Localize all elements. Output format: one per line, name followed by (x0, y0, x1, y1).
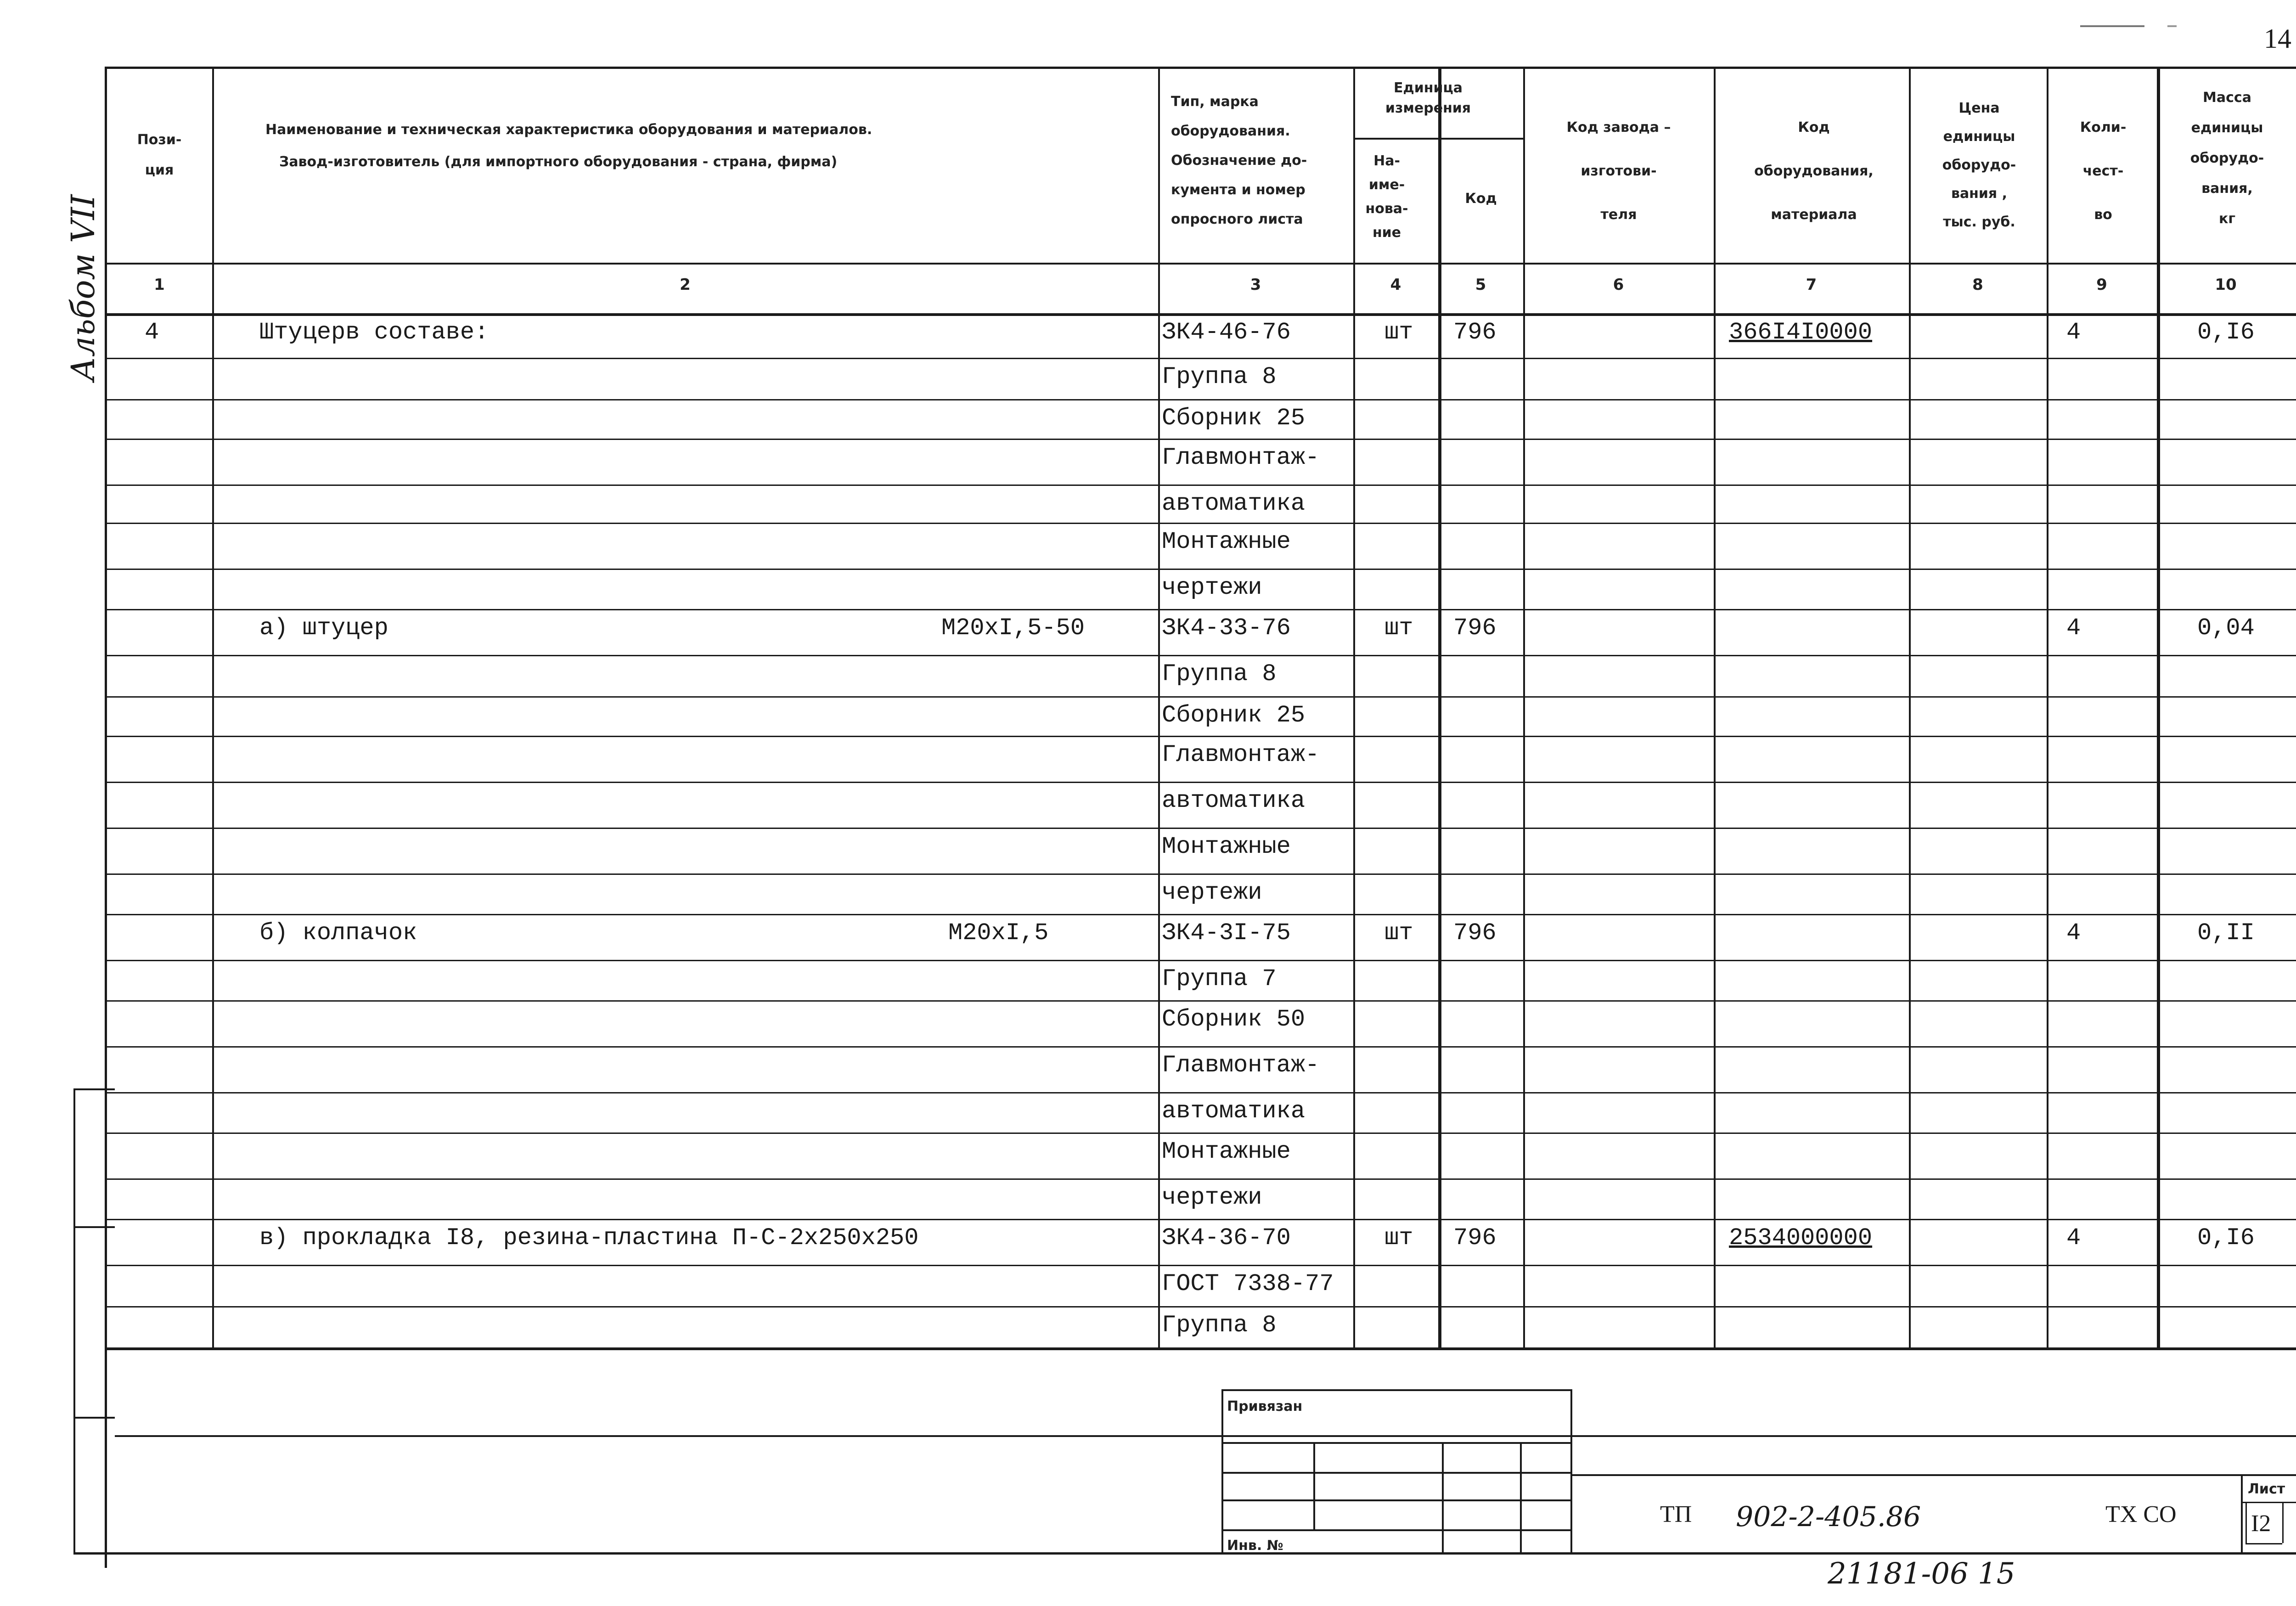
grid-line (105, 1000, 2296, 1002)
top-dash (2080, 25, 2144, 27)
stamp-sheet-label: Лист (2248, 1481, 2285, 1497)
grid-line (1313, 1442, 1315, 1529)
grid-line (105, 609, 2296, 610)
header-col-7: Код оборудования, материала (1754, 119, 1874, 223)
stamp-sheet-value: I2 (2251, 1510, 2271, 1537)
row-type: Сборник 25 (1162, 702, 1306, 729)
row-unit: шт (1384, 614, 1413, 642)
grid-line (1221, 1472, 1570, 1474)
grid-line (2157, 67, 2160, 1347)
header-col-3: Тип, марка оборудования. Обозначение до- кумента и номер опросного листа (1171, 94, 1307, 227)
column-number: 4 (1390, 276, 1401, 294)
row-type: ГОСТ 7338-77 (1162, 1270, 1334, 1297)
row-mark: М20хI,5 (948, 919, 1049, 947)
grid-line (105, 736, 2296, 737)
grid-line (1523, 67, 1525, 1347)
row-equipment-code: 366I4I0000 (1729, 319, 1873, 346)
grid-line (105, 569, 2296, 570)
grid-line (2241, 1474, 2243, 1552)
grid-line (1438, 67, 1441, 1347)
column-number: 2 (680, 276, 691, 294)
grid-line (1714, 67, 1716, 1347)
header-col-5: Код (1465, 191, 1497, 207)
column-number: 1 (154, 276, 165, 294)
row-name: в) прокладка I8, резина-пластина П-С-2х250х250 (259, 1224, 919, 1251)
grid-line (1353, 67, 1355, 1347)
row-mass: 0,I6 (2197, 319, 2255, 346)
column-number: 6 (1613, 276, 1624, 294)
grid-line (105, 828, 2296, 829)
row-type: ЗК4-3I-75 (1162, 919, 1291, 947)
grid-line (105, 655, 2296, 656)
row-unit: шт (1384, 319, 1413, 346)
row-quantity: 4 (2066, 1224, 2081, 1251)
grid-line (105, 1306, 2296, 1307)
grid-line (73, 1088, 75, 1552)
grid-line (105, 960, 2296, 961)
row-type: Группа 8 (1162, 660, 1277, 687)
grid-line (115, 1435, 2296, 1437)
grid-line (1442, 1442, 1444, 1552)
row-unit: шт (1384, 919, 1413, 947)
column-number: 7 (1806, 276, 1817, 294)
row-code: 796 (1453, 1224, 1497, 1251)
grid-line (1570, 1474, 2296, 1476)
row-type: Группа 8 (1162, 363, 1277, 390)
grid-line (105, 67, 2296, 69)
grid-line (2245, 1502, 2247, 1543)
grid-line (105, 358, 2296, 359)
row-type: автоматика (1162, 1098, 1306, 1125)
top-dash-2 (2167, 25, 2177, 27)
row-quantity: 4 (2066, 919, 2081, 947)
column-number: 9 (2096, 276, 2107, 294)
header-col-1: Пози- ция (137, 132, 182, 178)
column-number: 10 (2215, 276, 2237, 294)
grid-line (105, 439, 2296, 440)
grid-line (1909, 67, 1911, 1347)
row-code: 796 (1453, 319, 1497, 346)
grid-line (1221, 1389, 1570, 1391)
header-col-6: Код завода – изготови- теля (1566, 119, 1671, 223)
grid-line (73, 1552, 2296, 1555)
grid-line (73, 1417, 115, 1419)
grid-line (1221, 1389, 1223, 1552)
grid-line (105, 399, 2296, 400)
grid-line (2241, 1502, 2296, 1503)
grid-line (105, 914, 2296, 915)
row-type: Монтажные (1162, 1138, 1291, 1165)
row-mark: М20хI,5-50 (941, 614, 1085, 642)
header-col-10: Масса единицы оборудо- вания, кг (2190, 90, 2264, 227)
header-col-4: На- име- нова- ние (1365, 153, 1408, 241)
album-label: Альбом VII (64, 194, 102, 381)
grid-line (1353, 138, 1523, 140)
row-equipment-code: 2534000000 (1729, 1224, 1873, 1251)
row-code: 796 (1453, 614, 1497, 642)
row-name: б) колпачок (259, 919, 417, 947)
grid-line (1221, 1442, 1570, 1444)
stamp-bound-label: Привязан (1227, 1398, 1303, 1414)
grid-line (105, 485, 2296, 486)
row-type: Главмонтаж- (1162, 1052, 1320, 1079)
grid-line (1520, 1442, 1522, 1552)
row-type: чертежи (1162, 574, 1262, 601)
row-type: чертежи (1162, 879, 1262, 906)
row-type: ЗК4-33-76 (1162, 614, 1291, 642)
stamp-project-code: ТП (1660, 1501, 1692, 1527)
row-type: Сборник 25 (1162, 405, 1306, 432)
row-type: Группа 8 (1162, 1312, 1277, 1339)
row-type: чертежи (1162, 1184, 1262, 1211)
grid-line (105, 873, 2296, 875)
header-col-9: Коли- чест- во (2080, 119, 2127, 223)
header-col-8: Цена единицы оборудо- вания , тыс. руб. (1942, 100, 2016, 230)
grid-line (73, 1226, 115, 1228)
row-code: 796 (1453, 919, 1497, 947)
row-type: ЗК4-46-76 (1162, 319, 1291, 346)
column-number: 3 (1250, 276, 1261, 294)
stamp-doc-code: ТХ СО (2105, 1501, 2177, 1527)
row-unit: шт (1384, 1224, 1413, 1251)
grid-line (105, 523, 2296, 524)
grid-line (1158, 67, 1160, 1347)
row-mass: 0,04 (2197, 614, 2255, 642)
grid-line (1221, 1529, 1570, 1531)
grid-line (105, 1347, 2296, 1350)
grid-line (105, 263, 2296, 265)
row-mass: 0,II (2197, 919, 2255, 947)
grid-line (105, 1092, 2296, 1093)
grid-line (105, 1178, 2296, 1180)
grid-line (2282, 1502, 2284, 1543)
grid-line (2245, 1543, 2282, 1544)
grid-line (105, 1265, 2296, 1266)
sheet-number-top: 14 (2264, 23, 2291, 54)
row-quantity: 4 (2066, 319, 2081, 346)
column-number: 5 (1475, 276, 1486, 294)
row-name: а) штуцер (259, 614, 388, 642)
column-number: 8 (1972, 276, 1983, 294)
grid-line (1221, 1499, 1570, 1501)
row-name: Штуцерв составе: (259, 319, 489, 346)
stamp-project-number: 902-2-405.86 (1736, 1501, 1921, 1533)
stamp-inv-label: Инв. № (1227, 1538, 1283, 1554)
row-type: Группа 7 (1162, 965, 1277, 992)
grid-line (105, 313, 2296, 316)
grid-line (73, 1088, 115, 1090)
archive-number: 21181-06 15 (1828, 1557, 2015, 1591)
grid-line (105, 1133, 2296, 1134)
header-unit-group: Единица измерения (1385, 80, 1471, 116)
row-type: автоматика (1162, 787, 1306, 814)
row-type: Главмонтаж- (1162, 741, 1320, 768)
header-col-2: Наименование и техническая характеристика оборудования и материалов. Завод-изготовитель (для импортного оборудования - страна, фирма) (265, 122, 872, 170)
row-mass: 0,I6 (2197, 1224, 2255, 1251)
grid-line (105, 1219, 2296, 1220)
row-type: ЗК4-36-70 (1162, 1224, 1291, 1251)
row-type: автоматика (1162, 490, 1306, 517)
grid-line (2047, 67, 2048, 1347)
grid-line (212, 67, 214, 1347)
row-type: Сборник 50 (1162, 1006, 1306, 1033)
row-quantity: 4 (2066, 614, 2081, 642)
grid-line (105, 782, 2296, 783)
grid-line (105, 696, 2296, 698)
row-type: Монтажные (1162, 833, 1291, 860)
grid-line (105, 1046, 2296, 1048)
row-type: Главмонтаж- (1162, 444, 1320, 471)
row-position: 4 (145, 319, 159, 346)
row-type: Монтажные (1162, 528, 1291, 555)
grid-line (1570, 1389, 1572, 1552)
